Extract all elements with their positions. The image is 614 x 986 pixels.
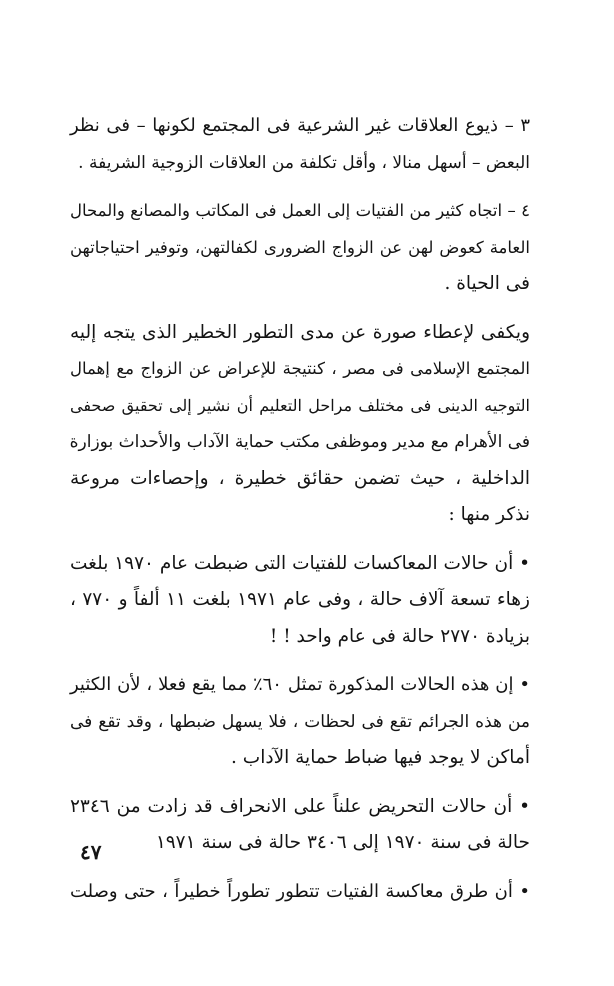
text-line: • إن هذه الحالات المذكورة تمثل ٦٠٪ مما يقع فعلا ، لأن الكثير (70, 674, 530, 695)
text-line: • أن طرق معاكسة الفتيات تتطور تطوراً خطيراً ، حتى وصلت (70, 880, 530, 902)
text-line: • أن حالات التحريض علناً على الانحراف قد زادت من ٢٣٤٦ (70, 795, 530, 817)
text-line: حالة فى سنة ١٩٧٠ إلى ٣٤٠٦ حالة فى سنة ١٩٧١ (155, 832, 530, 853)
paragraph-item-4 (70, 193, 530, 303)
paragraph-item-3 (70, 108, 530, 181)
text-line: فى الأهرام مع مدير وموظفى مكتب حماية الآداب والأحداث بوزارة (69, 432, 530, 452)
text-line: أماكن لا يوجد فيها ضباط حماية الآداب . (231, 747, 530, 768)
paragraph-report-intro (70, 315, 530, 534)
text-line: ٣ – ذيوع العلاقات غير الشرعية فى المجتمع لكونها – فى نظر (70, 115, 530, 136)
text-line: بزيادة ٢٧٧٠ حالة فى عام واحد ! ! (269, 625, 530, 647)
text-line: الداخلية ، حيث تضمن حقائق خطيرة ، وإحصاءات مروعة (70, 467, 530, 489)
bullet-reported-share (70, 667, 530, 777)
bullet-harassment-cases (70, 546, 530, 656)
text-line: البعض – أسهل منالا ، وأقل تكلفة من العلاقات الزوجية الشريفة . (78, 152, 530, 173)
text-line: فى الحياة . (444, 273, 530, 294)
page-body (70, 108, 530, 910)
text-line: العامة كعوض لهن عن الزواج الضرورى لكفالتهن، وتوفير احتياجاتهن (70, 237, 530, 257)
bullet-incitement-cases (70, 789, 530, 862)
text-line: • أن حالات المعاكسات للفتيات التى ضبطت عام ١٩٧٠ بلغت (70, 552, 530, 574)
bullet-harassment-methods (70, 874, 530, 911)
text-line: ويكفى لإعطاء صورة عن مدى التطور الخطير الذى يتجه إليه (70, 321, 530, 343)
text-line: ٤ – اتجاه كثير من الفتيات إلى العمل فى المكاتب والمصانع والمحال (70, 201, 530, 220)
text-line: التوجيه الدينى فى مختلف مراحل التعليم أن نشير إلى تحقيق صحفى (70, 395, 530, 415)
text-line: المجتمع الإسلامى فى مصر ، كنتيجة للإعراض عن الزواج مع إهمال (70, 359, 530, 378)
text-line: زهاء تسعة آلاف حالة ، وفى عام ١٩٧١ بلغت ١١ ألفاً و ٧٧٠ ، (70, 589, 530, 610)
text-line: نذكر منها : (448, 504, 530, 525)
text-line: من هذه الجرائم تقع فى لحظات ، فلا يسهل ضبطها ، وقد تقع فى (70, 711, 530, 732)
page-number: ٤٧ (80, 840, 102, 864)
